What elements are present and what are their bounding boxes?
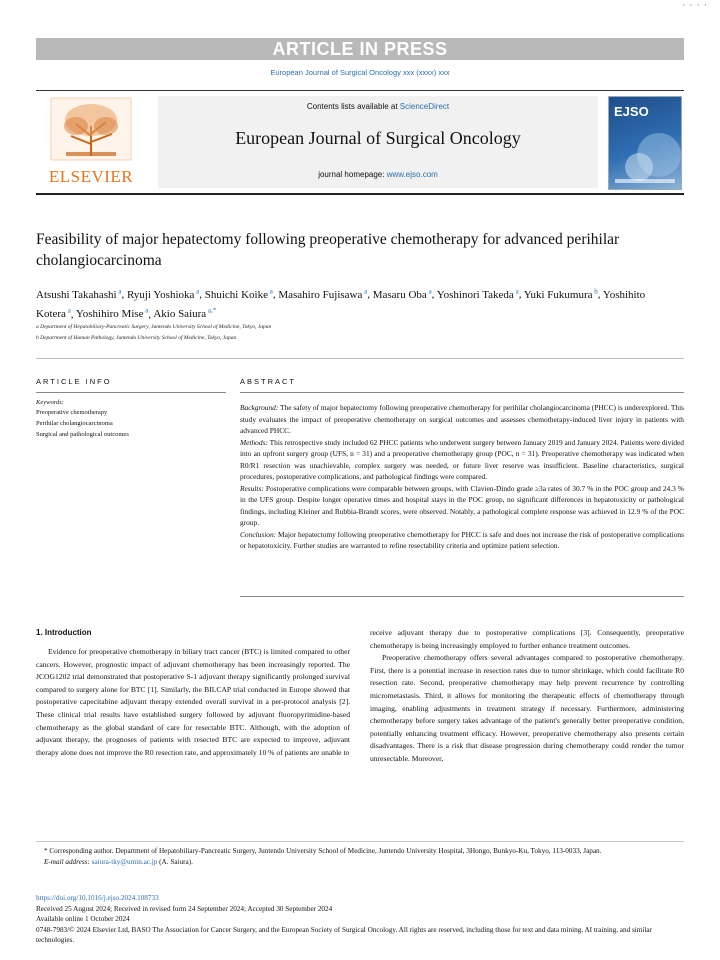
- abstract-conclusion: [240, 529, 684, 552]
- abstract-background: [240, 402, 684, 437]
- body-column-left: [36, 646, 350, 759]
- affiliation-b: b Department of Human Pathology, Juntendo University School of Medicine, Tokyo, Japan: [36, 335, 237, 341]
- keyword: Perihilar cholangiocarcinoma: [36, 420, 113, 427]
- footnote: [36, 846, 684, 868]
- publisher-wordmark: ELSEVIER: [48, 167, 134, 186]
- methods-label: Methods:: [240, 437, 268, 447]
- abstract-results: [240, 483, 684, 529]
- keyword: Preoperative chemotherapy: [36, 409, 108, 416]
- article-in-press-banner: ARTICLE IN PRESS: [36, 38, 684, 60]
- body-paragraph: Preoperative chemotherapy offers several advantages compared to postoperative chemotherapy. First, there is a potential increase in resection rates due to tumor shrinkage, which could facilitate R0 resection rate. Second, preoperative chemotherapy may help prevent recurrence by controlling micrometastasis. Third, it allows for monitoring the therapeutic effects of chemotherapy through imaging, enabling adjustments in treatment strategy if necessary. Furthermore, administering chemotherapy before surgery takes advantage of the patient's generally better preoperative condition, potentially enhancing treatment efficacy. However, preoperative chemotherapy also presents certain disadvantages. There is a risk that disease progression during chemotherapy could render the tumor unresectable. Moreover,: [370, 653, 684, 763]
- body-column-right: [370, 627, 684, 766]
- author-name: Yoshihito Kotera: [36, 288, 646, 321]
- email-link[interactable]: saiura-tky@umin.ac.jp: [91, 858, 158, 866]
- author-name: Atsushi Takahashi: [36, 288, 117, 301]
- received-dates: Received 25 August 2024; Received in revised form 24 September 2024; Accepted 30 September 2024: [36, 904, 333, 913]
- email-line: [36, 857, 684, 868]
- sciencedirect-link[interactable]: ScienceDirect: [399, 102, 450, 111]
- background-text: The safety of major hepatectomy following preoperative chemotherapy for perihilar cholangiocarcinoma (PHCC) is underexplored. This study evaluates the impact of preoperative chemotherapy on surgical outcomes and assesses chemotherapy-induced liver injury in patients with advanced PHCC.: [240, 403, 684, 435]
- author-name: Masaru Oba: [372, 288, 427, 301]
- abstract-methods: [240, 437, 684, 483]
- author-name: Ryuji Yoshioka: [126, 288, 195, 301]
- author[interactable]: [127, 289, 199, 301]
- abstract-body: [240, 402, 684, 552]
- author[interactable]: [76, 308, 149, 320]
- results-label: Results:: [240, 483, 264, 493]
- introduction-heading: 1. Introduction: [36, 628, 92, 637]
- footnote-rule: [36, 841, 684, 842]
- abstract-bottom-rule: [240, 596, 684, 597]
- author[interactable]: [373, 289, 432, 301]
- author-affiliation-mark[interactable]: b: [592, 287, 598, 295]
- author[interactable]: [437, 289, 519, 301]
- affiliation-rule: [36, 358, 684, 359]
- abstract-heading: ABSTRACT: [240, 377, 297, 386]
- article-footer: [36, 893, 684, 946]
- doi-link[interactable]: https://doi.org/10.1016/j.ejso.2024.108733: [36, 894, 159, 902]
- paper-title: Feasibility of major hepatectomy following preoperative chemotherapy for advanced perihilar cholangiocarcinoma: [36, 231, 620, 269]
- author-list: Atsushi Takahashi $^a$, Ryuji Yoshioka $^a$, Shuichi Koike $^a$, Masahiro Fujisawa $^a$, Masaru Oba $^a$, Yoshinori Takeda $^a$, Yuki Fukumura $^b$, Yoshihito Kotera $^a$, Yoshihiro Mise $^a$, Akio Saiura $^{a,*}$: [36, 287, 646, 321]
- author-name: Masahiro Fujisawa: [278, 288, 363, 301]
- corresponding-author-note: * Corresponding author. Department of Hepatobiliary-Pancreatic Surgery, Juntendo University School of Medicine, Juntendo University Hospital, 3Hongo, Bunkyo-Ku, Tokyo, 113-0033, Japan.: [44, 847, 602, 855]
- journal-name: European Journal of Surgical Oncology: [235, 128, 521, 148]
- author-affiliation-mark[interactable]: a: [143, 306, 149, 315]
- article-info-rule: [36, 392, 226, 393]
- header-top-rule: [36, 90, 684, 91]
- journal-homepage-line: [158, 170, 598, 179]
- affiliation-a: a Department of Hepatobiliary-Pancreatic Surgery, Juntendo University School of Medicine, Tokyo, Japan: [36, 324, 272, 330]
- email-suffix: (A. Saiura).: [157, 858, 193, 866]
- journal-citation-line[interactable]: European Journal of Surgical Oncology xxx (xxxx) xxx: [270, 68, 450, 77]
- author-affiliation-mark[interactable]: a: [268, 287, 273, 295]
- methods-text: This retrospective study included 62 PHCC patients who underwent surgery between January 2019 and January 2024. Patients were divided into an upfront surgery group (UFS, n = 31) and a preoperative chemotherapy group (POC, n = 31). Preoperative chemotherapy was indicated when R0/R1 resection was unachievable, complex surgery was needed, or future liver reserve was insufficient. Baseline characteristics, surgical procedures, postoperative complications, and pathological findings were compared.: [240, 437, 684, 481]
- author[interactable]: [524, 289, 598, 301]
- author-name: Yuki Fukumura: [523, 288, 593, 301]
- conclusion-text: Major hepatectomy following preoperative chemotherapy for PHCC is safe and does not increase the risk of postoperative complications or hepatotoxicity. Further studies are warranted to refine resectability criteria and optimize patient selection.: [240, 529, 684, 550]
- keyword: Surgical and pathological outcomes: [36, 431, 129, 438]
- page-corner-mark: · · · ·: [682, 0, 708, 10]
- author-affiliation-mark[interactable]: a: [116, 287, 122, 295]
- available-online: Available online 1 October 2024: [36, 915, 130, 923]
- author[interactable]: [278, 289, 367, 301]
- header-bottom-rule: [36, 193, 684, 195]
- conclusion-label: Conclusion:: [240, 529, 277, 539]
- homepage-link[interactable]: www.ejso.com: [386, 170, 438, 179]
- contents-prefix: Contents lists available at: [306, 102, 400, 111]
- author-name: Yoshinori Takeda: [436, 288, 514, 301]
- results-text: Postoperative complications were comparable between groups, with Clavien-Dindo grade ≥3a rates of 30.7 % in the POC group and 24.3 % in the UFS group. Despite longer operative times and hospital stays in the POC group, no significant differences in hepatotoxicity or pathological findings, including Kleiner and Rubbia-Brandt scores, were observed. Notably, a pathological complete response was achieved in 12.9 % of the POC group.: [240, 483, 684, 527]
- author-affiliation-mark[interactable]: a: [513, 287, 519, 295]
- copyright-notice: 0748-7983/© 2024 Elsevier Ltd, BASO The Association for Cancer Surgery, and the European Society of Surgical Oncology. All rights are reserved, including those for text and data mining, AI training, and similar technologies.: [36, 925, 652, 944]
- author-name: Yoshihiro Mise: [75, 308, 144, 321]
- author[interactable]: [36, 289, 121, 301]
- author-affiliation-mark[interactable]: a: [65, 306, 71, 315]
- author-affiliation-mark[interactable]: a,*: [206, 306, 217, 315]
- homepage-prefix: journal homepage:: [318, 170, 387, 179]
- contents-available-line: [158, 102, 598, 111]
- background-label: Background:: [240, 403, 279, 412]
- article-info-heading: ARTICLE INFO: [36, 377, 112, 386]
- email-label: E-mail address:: [44, 858, 92, 866]
- keywords-label: Keywords:: [36, 399, 64, 406]
- cover-title: EJSO: [614, 104, 649, 119]
- author-affiliation-mark[interactable]: a: [426, 287, 432, 295]
- abstract-rule: [240, 392, 684, 393]
- author-affiliation-mark[interactable]: a: [194, 287, 200, 295]
- author-name: Shuichi Koike: [204, 288, 268, 301]
- author[interactable]: [205, 289, 273, 301]
- author[interactable]: [153, 308, 216, 320]
- body-paragraph: receive adjuvant therapy due to postoperative complications [3]. Consequently, preoperative chemotherapy is being increasingly employed to further enhance treatment outcomes.: [370, 628, 684, 650]
- author-affiliation-mark[interactable]: a: [362, 287, 368, 295]
- author-name: Akio Saiura: [153, 308, 207, 321]
- body-paragraph: Evidence for preoperative chemotherapy in biliary tract cancer (BTC) is limited compared to other cancers. However, prognostic impact of adjuvant chemotherapy has been increasingly reported. The JCOG1202 trial demonstrated that postoperative S-1 adjuvant therapy significantly prolonged survival compared to surgery alone for BTC [1]. Similarly, the BILCAP trial conducted in Europe showed that postoperative capecitabine adjuvant therapy extended overall survival in a per-protocol analysis [2]. These clinical trial results have established surgery followed by adjuvant fluoropyrimidine-based chemotherapy as the global standard of care for resectable BTC. Although, with the adoption of adjuvant therapy, the prognoses of patients with resected BTC are expected to improve, adjuvant therapy alone does not improve the R0 resection rate, and approximately 10 % of patients are unable to: [36, 647, 350, 757]
